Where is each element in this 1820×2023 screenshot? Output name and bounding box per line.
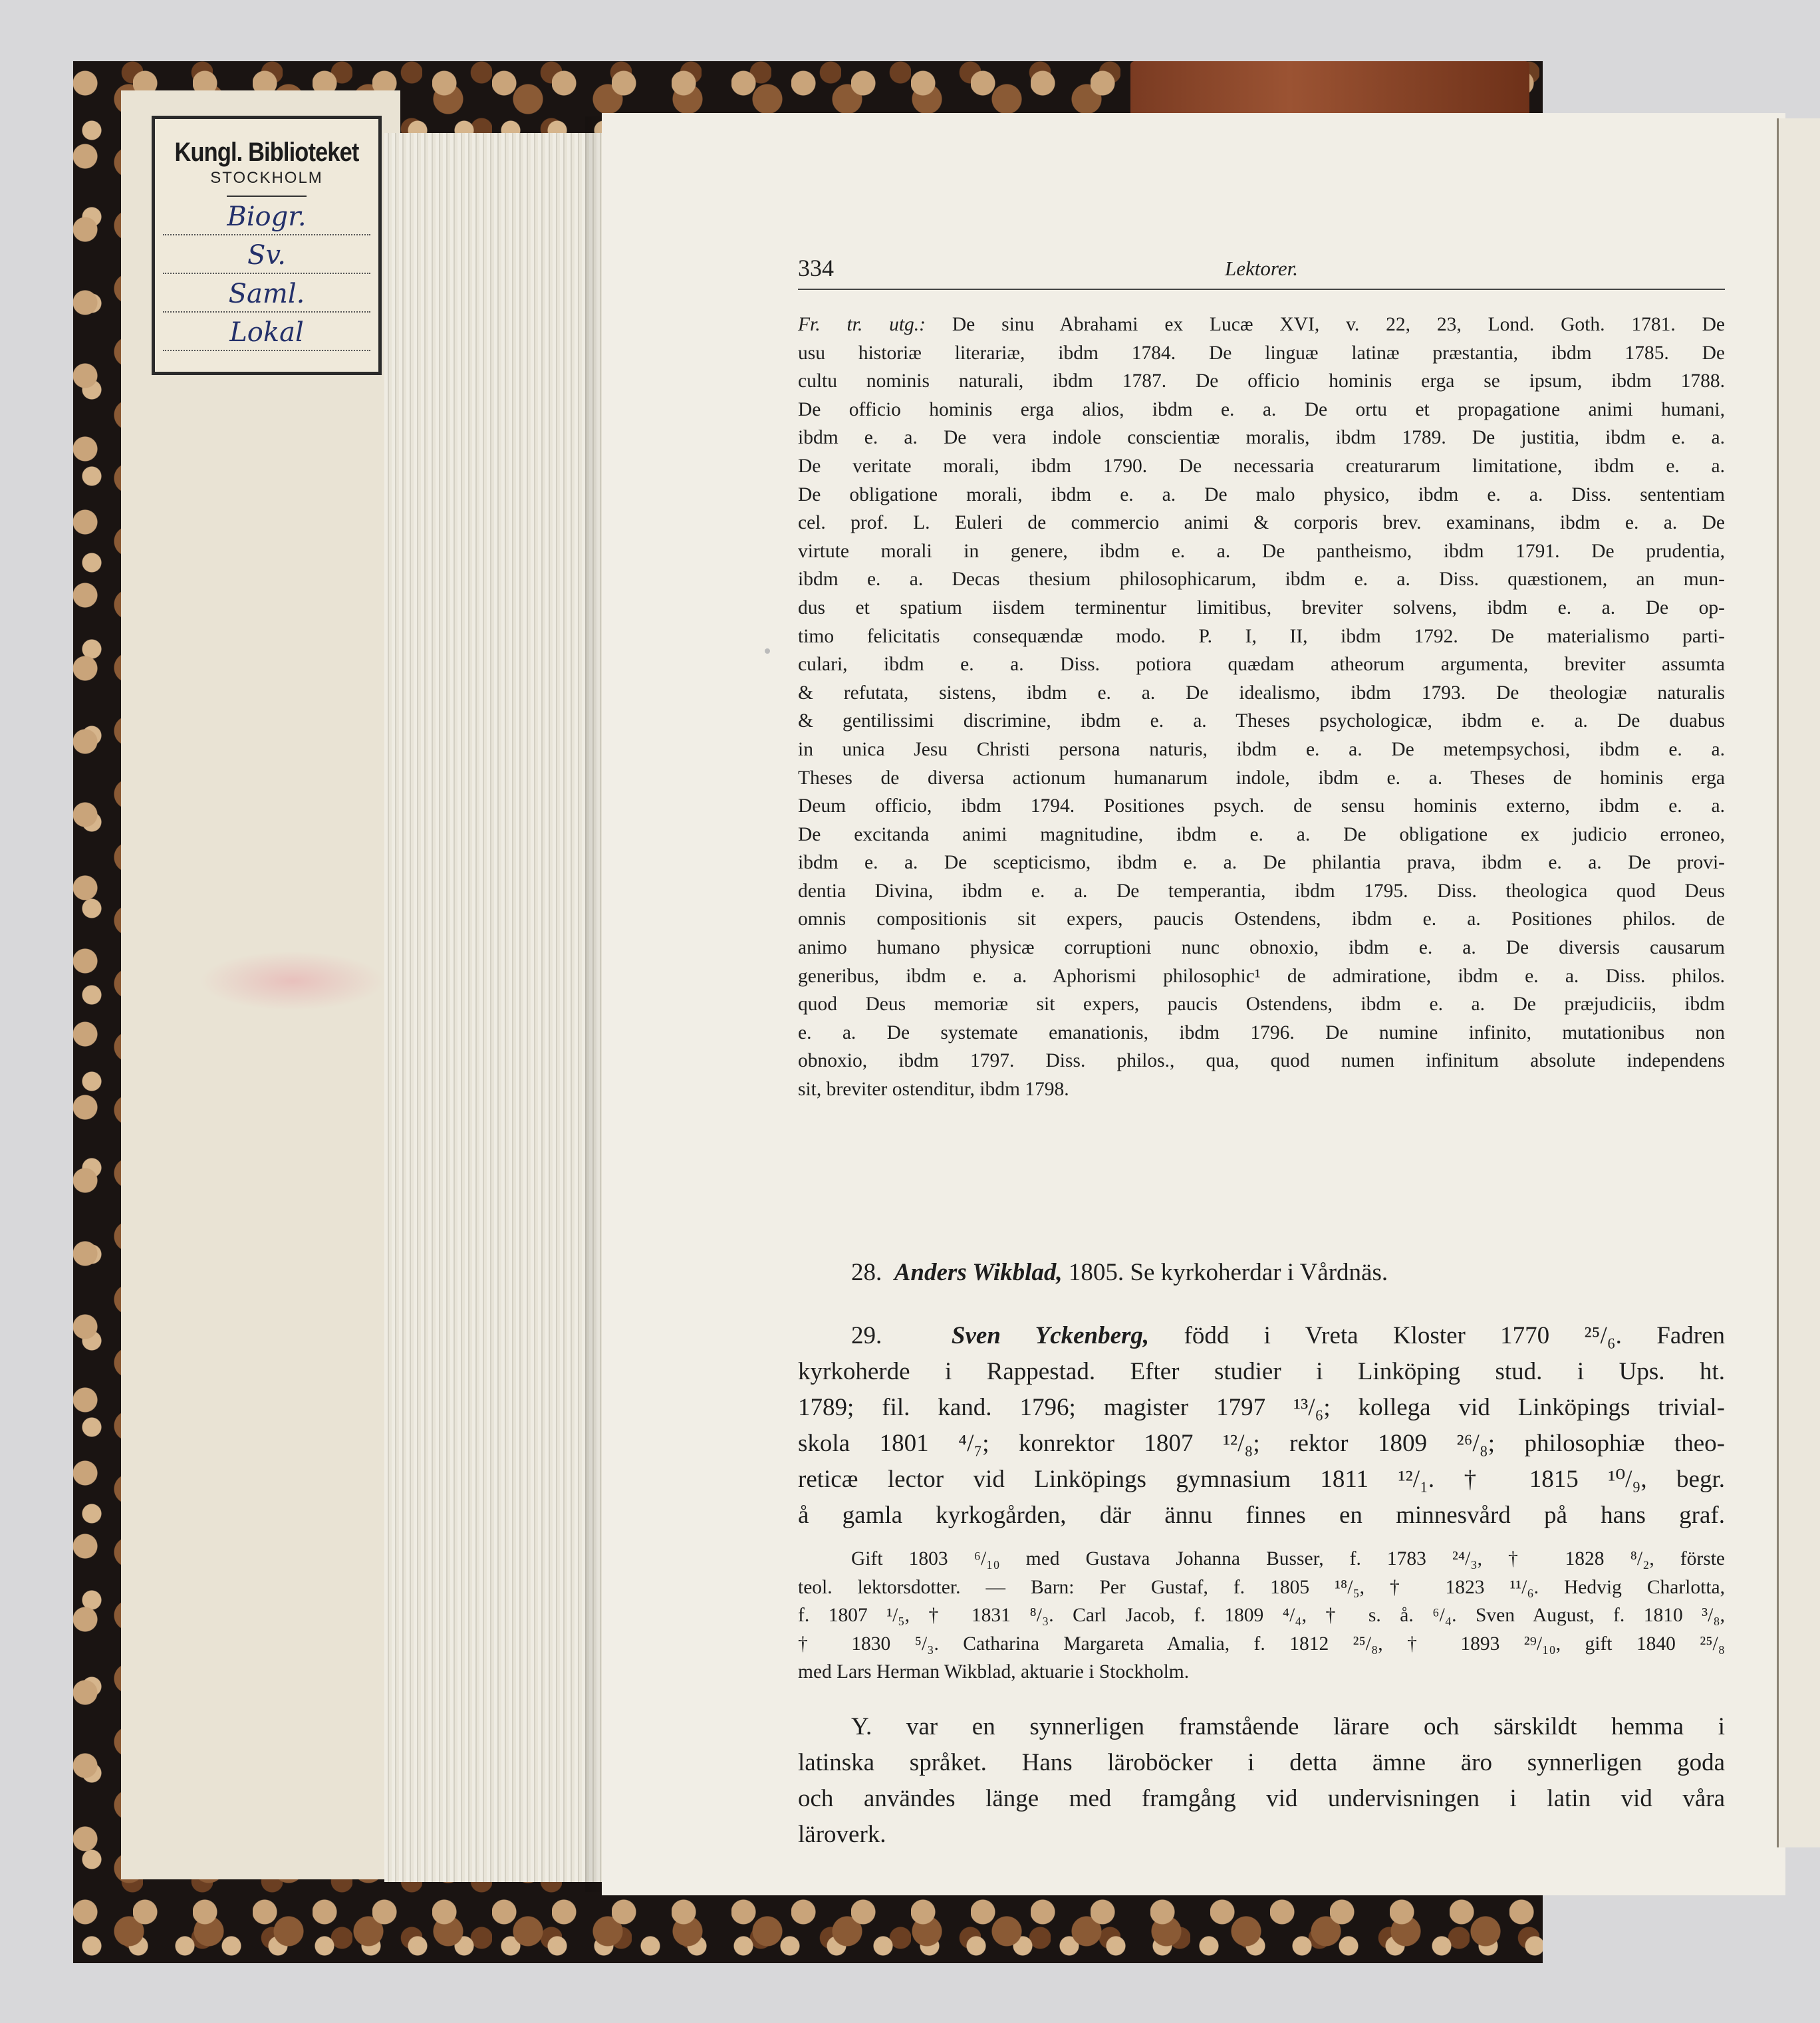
- closing-line: Y. var en synnerligen framstående lärare och särskildt hemma i: [851, 1713, 1725, 1740]
- works-line: dus et spatium iisdem terminentur limitibus, breviter solvens, ibdm e. a. De op-: [798, 597, 1725, 618]
- works-line: Deum officio, ibdm 1794. Positiones psych. de sensu hominis externo, ibdm e. a.: [798, 795, 1725, 817]
- stain: [199, 951, 386, 1011]
- next-page-edge: [1777, 118, 1820, 1847]
- works-line: cultu nominis naturali, ibdm 1787. De officio hominis erga se ipsum, ibdm 1788.: [798, 370, 1725, 392]
- paper-speck: [765, 648, 770, 654]
- works-line: Fr. tr. utg.: De sinu Abrahami ex Lucæ XVI, v. 22, 23, Lond. Goth. 1781. De: [798, 314, 1725, 335]
- entry-29-number: 29.: [851, 1322, 882, 1349]
- entry-29-line: å gamla kyrkogården, där ännu finnes en minnesvård på hans graf.: [798, 1502, 1725, 1529]
- works-line: dentia Divina, ibdm e. a. De temperantia, ibdm 1795. Diss. theologica quod Deus: [798, 880, 1725, 902]
- label-shelfmark-2: Sv.: [163, 235, 370, 274]
- label-shelfmark-1: Biogr.: [163, 197, 370, 235]
- entry-28-number: 28.: [851, 1259, 882, 1286]
- page-block-edges: [384, 133, 604, 1882]
- family-line: med Lars Herman Wikblad, aktuarie i Stockholm.: [798, 1661, 1190, 1683]
- page-header: [798, 254, 1725, 290]
- book-page: [602, 113, 1785, 1895]
- works-line: e. a. De systemate emanationis, ibdm 1796. De numine infinito, mutationibus non: [798, 1021, 1725, 1043]
- closing-line: latinska språket. Hans läroböcker i detta ämne äro synnerligen goda: [798, 1749, 1725, 1776]
- entry-29-line: skola 1801 ⁴/₇; konrektor 1807 ¹²/₈; rektor 1809 ²⁶/₈; philosophiæ theo-: [798, 1430, 1725, 1457]
- closing-paragraph: [798, 1709, 1725, 1853]
- family-line: Gift 1803 ⁶/₁₀ med Gustava Johanna Busser, f. 1783 ²⁴/₃, † 1828 ⁸/₂, förste: [851, 1548, 1725, 1569]
- works-line: virtute morali in genere, ibdm e. a. De pantheismo, ibdm 1791. De prudentia,: [798, 540, 1725, 562]
- works-line: sit, breviter ostenditur, ibdm 1798.: [798, 1079, 1069, 1101]
- works-line: De obligatione morali, ibdm e. a. De malo physico, ibdm e. a. Diss. sententiam: [798, 483, 1725, 505]
- works-line: generibus, ibdm e. a. Aphorismi philosophic¹ de admiratione, ibdm e. a. Diss. philos.: [798, 965, 1725, 987]
- works-label: Fr. tr. utg.:: [798, 314, 926, 335]
- label-shelfmark-4: Lokal: [163, 313, 370, 351]
- entry-29: [798, 1318, 1725, 1534]
- running-head: Lektorer.: [1225, 257, 1298, 280]
- works-list: [798, 311, 1725, 1104]
- works-line: culari, ibdm e. a. Diss. potiora quædam atheorum argumenta, breviter assumta: [798, 654, 1725, 676]
- works-line: quod Deus memoriæ sit expers, paucis Ostendens, ibdm e. a. De præjudiciis, ibdm: [798, 994, 1725, 1015]
- works-line: usu historiæ literariæ, ibdm 1784. De linguæ latinæ præstantia, ibdm 1785. De: [798, 342, 1725, 364]
- works-line: Theses de diversa actionum humanarum indole, ibdm e. a. Theses de hominis erga: [798, 767, 1725, 789]
- entry-28-line: [798, 1255, 1725, 1291]
- entry-29-line: 1789; fil. kand. 1796; magister 1797 ¹³/₆; kollega vid Linköpings trivial-: [798, 1394, 1725, 1421]
- entry-29-name: Sven Yckenberg,: [951, 1322, 1150, 1349]
- entry-28-text: 1805. Se kyrkoherdar i Vårdnäs.: [1062, 1259, 1388, 1286]
- works-line: ibdm e. a. De vera indole conscientiæ moralis, ibdm 1789. De justitia, ibdm e. a.: [798, 427, 1725, 449]
- works-line: obnoxio, ibdm 1797. Diss. philos., qua, quod numen infinitum absolute independens: [798, 1050, 1725, 1072]
- works-line: ibdm e. a. Decas thesium philosophicarum, ibdm e. a. Diss. quæstionem, an mun-: [798, 569, 1725, 591]
- library-label: [152, 116, 382, 375]
- entry-28: [798, 1255, 1725, 1291]
- works-line: De excitanda animi magnitudine, ibdm e. a. De obligatione ex judicio erroneo,: [798, 823, 1725, 845]
- page-number: 334: [798, 255, 834, 281]
- family-line: † 1830 ⁵/₃. Catharina Margareta Amalia, f. 1812 ²⁵/₈, † 1893 ²⁹/₁₀, gift 1840 ²⁵/₈: [798, 1633, 1725, 1655]
- family-line: teol. lektorsdotter. — Barn: Per Gustaf, f. 1805 ¹⁸/₅, † 1823 ¹¹/₆. Hedvig Charlotta,: [798, 1576, 1725, 1598]
- closing-line: läroverk.: [798, 1821, 886, 1848]
- family-note: [798, 1545, 1725, 1686]
- works-line: cel. prof. L. Euleri de commercio animi & corporis brev. examinans, ibdm e. a. De: [798, 512, 1725, 534]
- book-spine-leather: [1130, 61, 1529, 121]
- label-title: Kungl. Biblioteket: [174, 138, 359, 167]
- works-line: timo felicitatis consequændæ modo. P. I, II, ibdm 1792. De materialismo parti-: [798, 625, 1725, 647]
- works-line: De veritate morali, ibdm 1790. De necessaria creaturarum limitatione, ibdm e. a.: [798, 455, 1725, 477]
- entry-29-line: 29. Sven Yckenberg, född i Vreta Kloster 1770 ²⁵/₆. Fadren: [798, 1318, 1725, 1354]
- label-shelfmark-3: Saml.: [163, 274, 370, 313]
- family-line: f. 1807 ¹/₅, † 1831 ⁸/₃. Carl Jacob, f. 1809 ⁴/₄, † s. å. ⁶/₄. Sven August, f. 1810 ³/₈,: [798, 1605, 1725, 1627]
- entry-29-line: reticæ lector vid Linköpings gymnasium 1811 ¹²/₁. † 1815 ¹⁰/₉, begr.: [798, 1466, 1725, 1493]
- works-line: omnis compositionis sit expers, paucis Ostendens, ibdm e. a. Positiones philos. de: [798, 908, 1725, 930]
- works-line: ibdm e. a. De scepticismo, ibdm e. a. De philantia prava, ibdm e. a. De provi-: [798, 852, 1725, 874]
- entry-28-name: Anders Wikblad,: [894, 1259, 1063, 1286]
- works-line: animo humano physicæ corruptioni nunc obnoxio, ibdm e. a. De diversis causarum: [798, 937, 1725, 959]
- label-subtitle: STOCKHOLM: [210, 169, 323, 187]
- works-line: & refutata, sistens, ibdm e. a. De idealismo, ibdm 1793. De theologiæ naturalis: [798, 682, 1725, 704]
- entry-29-line: kyrkoherde i Rappestad. Efter studier i Linköping stud. i Ups. ht.: [798, 1358, 1725, 1385]
- works-line: De officio hominis erga alios, ibdm e. a. De ortu et propagatione animi humani,: [798, 398, 1725, 420]
- works-line: & gentilissimi discrimine, ibdm e. a. Theses psychologicæ, ibdm e. a. De duabus: [798, 710, 1725, 732]
- closing-line: och användes länge med framgång vid undervisningen i latin vid våra: [798, 1785, 1725, 1812]
- works-line: in unica Jesu Christi persona naturis, ibdm e. a. De metempsychosi, ibdm e. a.: [798, 738, 1725, 760]
